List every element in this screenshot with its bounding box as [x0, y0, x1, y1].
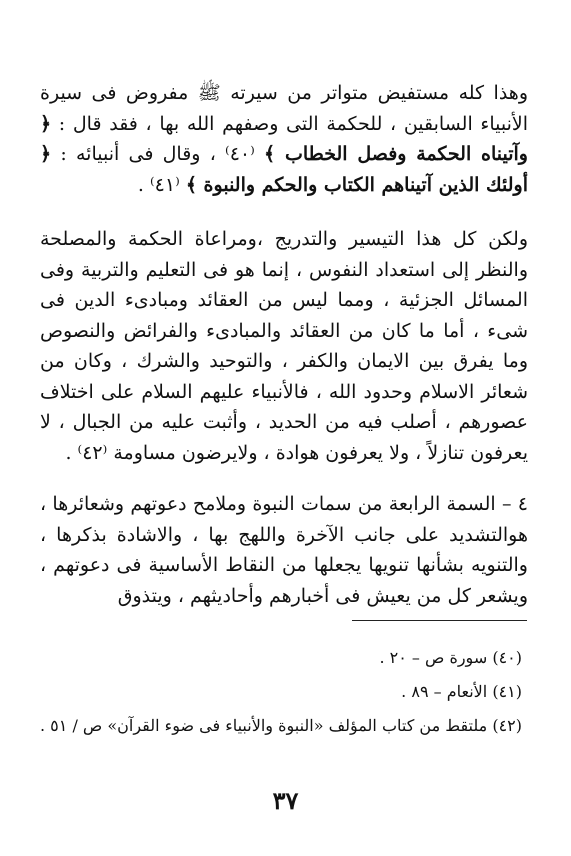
paragraph-2: ولكن كل هذا التيسير والتدريج ،ومراعاة الحكمة والمصلحة والنظر إلى استعداد النفوس ، إنما هو فى التعليم والتربية وفى المسائل الجزئية ، ومما ليس من العقائد ومبادىء الدين فى شىء ، أما ما كان من العقائد والمبادىء والفرائض والنصوص وما يفرق بين الايمان والكفر ، والتوحيد والشرك ، وكان من شعائر الاسلام وحدود الله ، فالأنبياء عليهم السلام على اختلاف عصورهم ، أصلب فيه من الحديد ، وأثبت عليه من الجبال ، لا يعرفون تنازلاً ، ولا يعرفون هوادة ، ولايرضون مساومة ⁽٤٢⁾ . — [40, 228, 528, 464]
paragraph-1-text-c: ⁽٤١⁾ . — [137, 173, 186, 196]
footnote-41: (٤١) الأنعام – ٨٩ . — [401, 682, 522, 701]
quran-verse-1: ﴿ وآتيناه الحكمة وفصل الخطاب ﴾ — [40, 112, 528, 165]
paragraph-1-text-a: وهذا كله مستفيض متواتر من سيرته ﷺ مفروض فى سيرة الأنبياء السابقين ، للحكمة التى وصفهم الله بها ، فقد قال : — [40, 82, 528, 135]
footnote-40: (٤٠) سورة ص – ٢٠ . — [379, 648, 522, 667]
page-number: ٣٧ — [272, 786, 299, 815]
paragraph-3: ٤ – السمة الرابعة من سمات النبوة وملامح دعوتهم وشعائرها ، هوالتشديد على جانب الآخرة واللهج بها ، والاشادة بذكرها ، والتنويه بشأنها تنويها يجعلها من النقاط الأساسية فى دعوتهم ، ويشعر كل من يعيش فى أخبارهم وأحاديثهم ، ويتذوق — [40, 493, 528, 607]
quran-verse-2: ﴿ أولئك الذين آتيناهم الكتاب والحكم والنبوة ﴾ — [40, 143, 528, 196]
footnote-42: (٤٢) ملتقط من كتاب المؤلف «النبوة والأنبياء فى ضوء القرآن» ص / ٥١ . — [40, 716, 522, 735]
paragraph-1 — [40, 78, 528, 200]
footnote-divider — [352, 620, 527, 621]
paragraph-1-text-b: ⁽٤٠⁾ ، وقال فى أنبيائه : — [51, 143, 265, 165]
